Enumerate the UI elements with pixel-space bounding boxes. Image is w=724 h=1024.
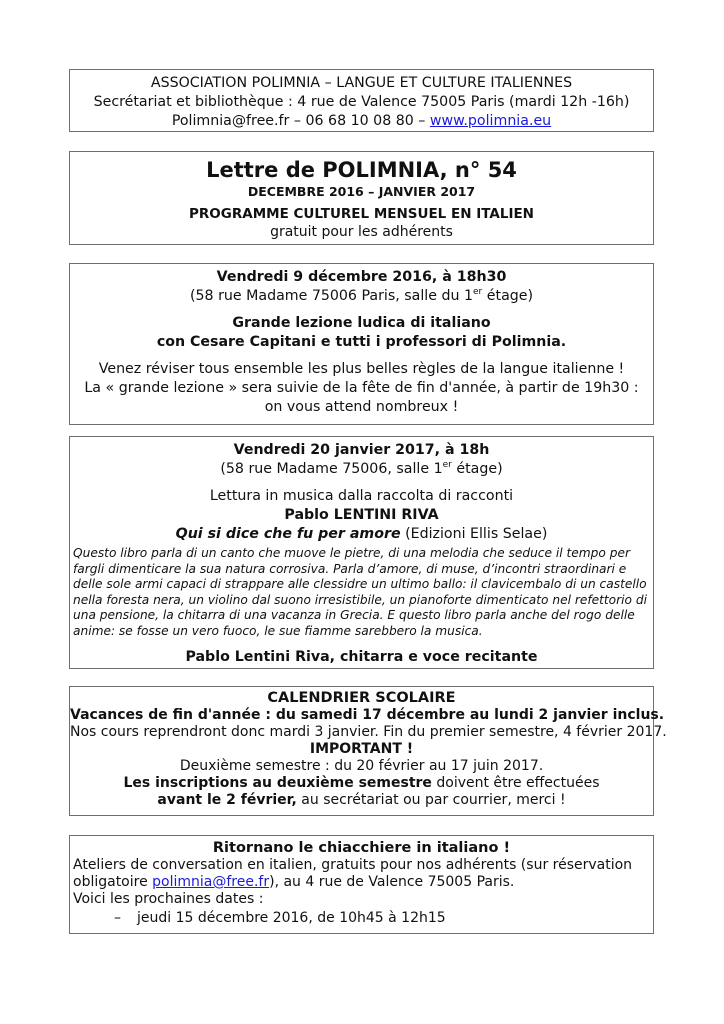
conversation-heading: Ritornano le chiacchiere in italiano ! [212,840,511,856]
calendar-box [69,686,667,816]
programme-note: gratuit pour les adhérents [270,224,453,240]
newsletter-title-box [69,151,654,245]
event1-body-line1: Venez réviser tous ensemble les plus belles règles de la langue italienne ! [98,361,625,377]
date-item: jeudi 15 décembre 2016, de 10h45 à 12h15 [137,910,446,926]
association-name: ASSOCIATION POLIMNIA – LANGUE ET CULTURE ITALIENNES [150,75,573,91]
calendar-important: IMPORTANT ! [309,741,414,757]
event1-location-end: étage) [482,288,534,304]
event1-title-line1: Grande lezione ludica di italiano [232,315,491,331]
calendar-inscriptions [70,775,653,792]
contact-line [70,112,653,131]
conversation-line2-start: obligatoire [73,874,153,890]
description-line: nella foresta nera, un violino dal suono irresistibile, un pianoforte dimenticato nel refettorio di [73,592,647,607]
event2-location-end: étage) [451,461,503,477]
event2-description [70,546,653,639]
calendar-second-semester: Deuxième semestre : du 20 février au 17 juin 2017. [179,758,544,774]
inscriptions-rest: doivent être effectuées [431,775,600,791]
email-link[interactable]: polimnia@free.fr [152,874,270,890]
event2-location [70,460,653,479]
event2-credit: Pablo Lentini Riva, chitarra e voce recitante [185,649,538,665]
event1-location-text: (58 rue Madame 75006 Paris, salle du 1 [189,288,474,304]
deadline-bold: avant le 2 février, [157,792,297,808]
event2-date: Vendredi 20 janvier 2017, à 18h [233,442,490,458]
calendar-holidays: Vacances de fin d'année : du samedi 17 décembre au lundi 2 janvier inclus. [70,707,665,723]
description-line: anime: se fosse un vero fuoco, le sue fiamme sarebbero la musica. [73,623,483,638]
event-box-january [69,436,654,669]
conversation-line3: Voici les prochaines dates : [73,891,264,907]
calendar-deadline [70,792,653,809]
event2-author: Pablo LENTINI RIVA [284,507,439,523]
calendar-resume: Nos cours reprendront donc mardi 3 janvier. Fin du premier semestre, 4 février 2017. [70,724,667,740]
event1-location [70,287,653,306]
event1-body-line2: La « grande lezione » sera suivie de la fête de fin d'année, à partir de 19h30 : [84,380,639,396]
website-link[interactable]: www.polimnia.eu [429,113,552,129]
description-line: Questo libro parla di un canto che muove le pietre, di una melodia che seduce il tempo per [73,546,630,560]
event2-location-sup: er [442,460,452,470]
conversation-line2-end: ), au 4 rue de Valence 75005 Paris. [269,874,515,890]
event1-location-sup: er [473,287,483,297]
event2-location-text: (58 rue Madame 75006, salle 1 [220,461,443,477]
calendar-heading: CALENDRIER SCOLAIRE [267,690,456,706]
contact-text: Polimnia@free.fr – 06 68 10 08 80 – [171,113,430,129]
conversation-line1: Ateliers de conversation en italien, gratuits pour nos adhérents (sur réservation [73,857,633,873]
conversation-box [69,835,654,934]
event2-book [70,525,653,544]
header-box [69,69,654,132]
event1-body-line3: on vous attend nombreux ! [264,399,459,415]
event2-book-title: Qui si dice che fu per amore [175,526,401,542]
conversation-line2 [73,874,653,891]
description-line: delle sole armi capaci di strappare alle clessidre un ultimo ballo: il clavicembalo di un castello [73,577,647,591]
programme-heading: PROGRAMME CULTUREL MENSUEL EN ITALIEN [189,206,534,222]
newsletter-period: DECEMBRE 2016 – JANVIER 2017 [247,184,476,199]
secretariat-address: Secrétariat et bibliothèque : 4 rue de Valence 75005 Paris (mardi 12h -16h) [93,94,630,110]
deadline-rest: au secrétariat ou par courrier, merci ! [296,792,566,808]
description-line: fargli dimenticare la sua natura corrosiva. Parla d’amore, di muse, d’incontri straordinari e [73,561,627,576]
inscriptions-bold: Les inscriptions au deuxième semestre [123,775,432,791]
event1-title-line2: con Cesare Capitani e tutti i professori di Polimnia. [156,334,567,350]
event2-publisher: (Edizioni Ellis Selae) [400,526,548,542]
event-box-december [69,263,654,425]
newsletter-title: Lettre de POLIMNIA, n° 54 [206,158,517,182]
event2-intro: Lettura in musica dalla raccolta di racconti [209,488,514,504]
list-item [70,910,653,927]
dash-bullet: – [114,910,121,926]
event1-date: Vendredi 9 décembre 2016, à 18h30 [216,269,507,285]
description-line: una pensione, la chitarra di una vacanza in Grecia. E questo libro parla anche del rogo delle [73,608,635,622]
